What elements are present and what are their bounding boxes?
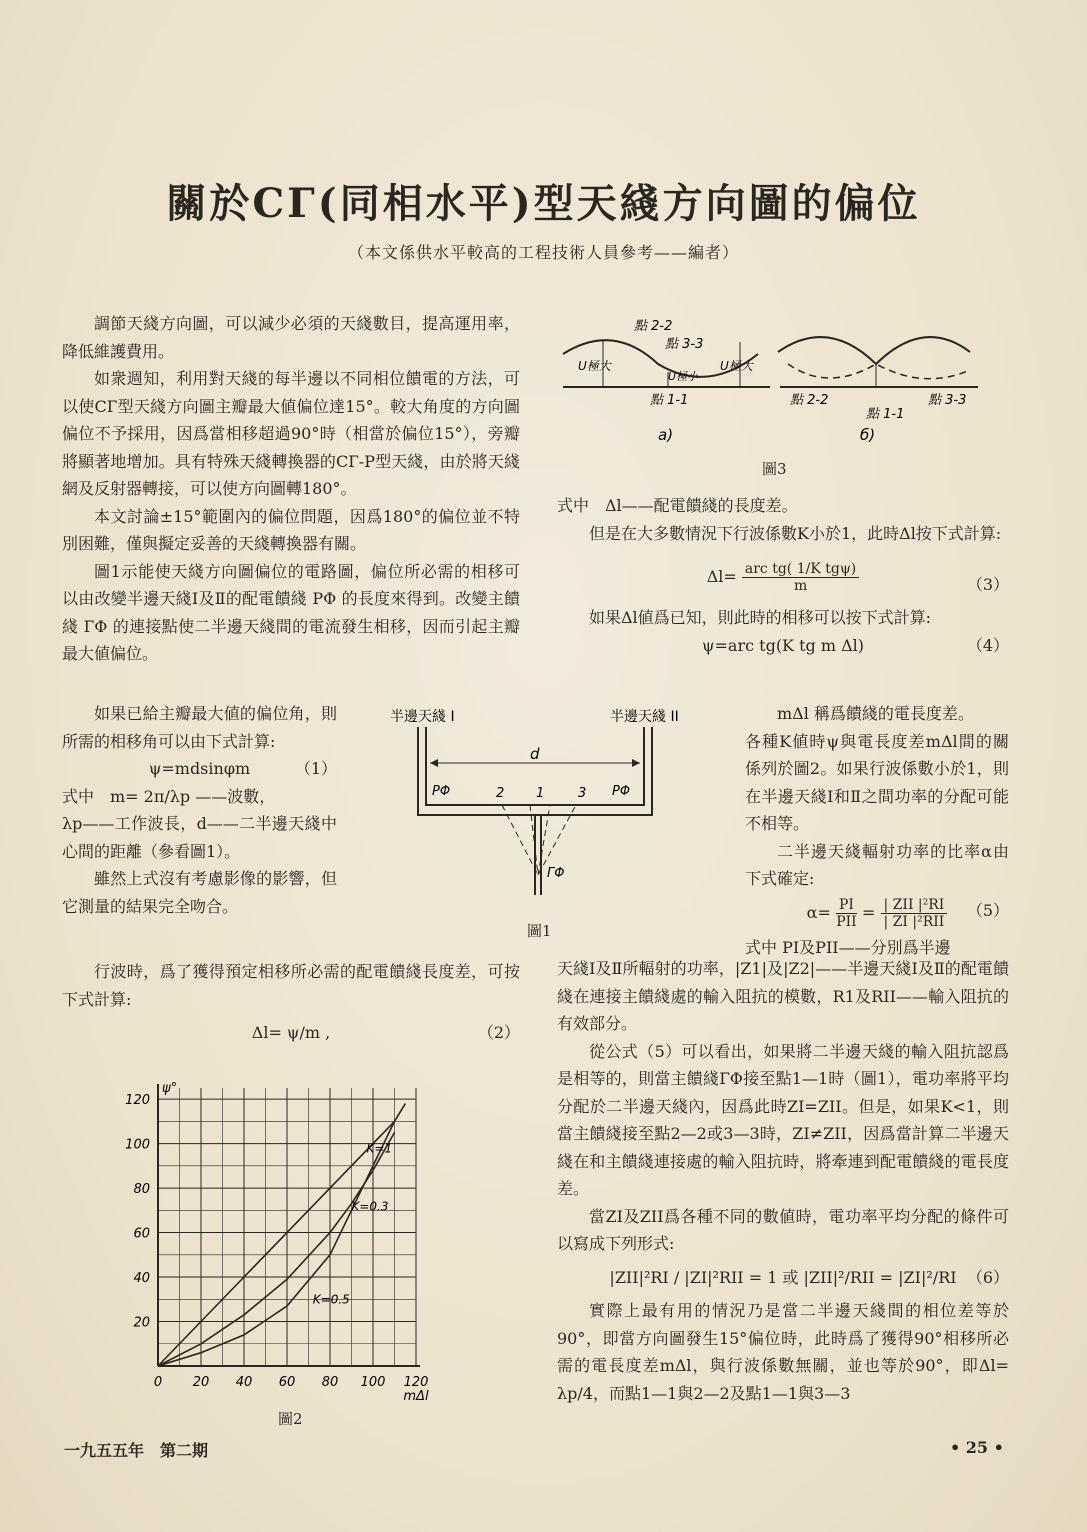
fig1-n1: 1 <box>536 786 545 801</box>
footer-page-number: • 25 • <box>950 1438 1004 1457</box>
paragraph: 式中 m= 2π/λp ——波數， <box>62 786 276 806</box>
fig3b-wave <box>778 337 970 364</box>
equation-1: ψ=mdsinφm （1） <box>62 755 337 783</box>
fig3-pt22b: 點 2-2 <box>790 393 829 408</box>
fig1-n3: 3 <box>578 786 587 801</box>
equation-5: α= $\frac{PI}{\text{PII}}$ = $\frac{\text{| ZII |²RI}}{\text{| ZI |²RII}}$ （5） <box>806 896 1009 930</box>
x-tick-label: 40 <box>235 1375 253 1390</box>
fig1-label-left: 半邊天綫 I <box>390 709 455 725</box>
fig3-umax2: U極大 <box>720 359 753 373</box>
paragraph: 式中 Δl——配電饋綫的長度差。 <box>557 496 798 515</box>
equation-number: （4） <box>966 635 1009 655</box>
y-tick-label: 60 <box>133 1226 150 1242</box>
fig3-pt22a: 點 2-2 <box>634 319 673 334</box>
figure-2-chart <box>110 1078 440 1408</box>
paragraph: 圖1示能使天綫方向圖偏位的電路圖，偏位所必需的相移可以由改變半邊天綫Ⅰ及Ⅱ的配電饋綫 PΦ 的長度來得到。改變主饋綫 ГΦ 的連接點使二半邊天綫間的電流發生相移，因而引起主瓣最大値偏位。 <box>62 561 520 663</box>
right-narrow-column <box>745 700 1009 961</box>
paragraph: 天綫Ⅰ及Ⅱ所輻射的功率，|Z1|及|Z2|——半邊天綫Ⅰ及Ⅱ的配電饋綫在連接主饋綫處的輸入阻抗的模數，R1及RII——輸入阻抗的有效部分。 <box>557 959 1009 1033</box>
paragraph: 行波時，爲了獲得預定相移所必需的配電饋綫長度差，可按下式計算: <box>62 962 520 1009</box>
fig3-pt33a: 點 3-3 <box>665 337 704 352</box>
equation-4: ψ=arc tg(K tg m Δl) （4） <box>557 632 1009 660</box>
equation-number: （1） <box>294 759 337 778</box>
x-tick-label: 20 <box>192 1375 210 1390</box>
equation-number: （3） <box>966 575 1009 594</box>
series-line-K-0-5 <box>158 1133 395 1367</box>
curve-label: K=0.5 <box>312 1292 350 1307</box>
fig1-gphi: ГΦ <box>547 866 565 881</box>
y-tick-label: 120 <box>125 1093 150 1109</box>
fig1-d: d <box>530 745 540 763</box>
curve-label: K=0.3 <box>351 1199 389 1214</box>
fig3-pt33b: 點 3-3 <box>928 393 967 408</box>
paragraph: 實際上最有用的情況乃是當二半邊天綫間的相位差等於90°，即當方向圖發生15°偏位時，此時爲了獲得90°相移所必需的電長度差mΔl，與行波係數無關，並也等於90°，即Δl= λp/4，而點1—1與2—2及點1—1與3—3 <box>557 1301 1009 1403</box>
fig1-rphi-left: PΦ <box>432 784 451 799</box>
x-tick-label: 0 <box>153 1375 163 1390</box>
paragraph: 雖然上式沒有考慮影像的影響，但它測量的結果完全吻合。 <box>62 869 337 916</box>
paragraph: 從公式（5）可以看出，如果將二半邊天綫的輸入阻抗認爲是相等的，則當主饋綫ГΦ接至點1—1時（圖1），電功率將平均分配於二半邊天綫內，因爲此時ZI=ZII。但是，如果K<1，則當主饋綫接至點2—2或3—3時，ZI≠ZII，因爲當計算二半邊天綫在和主饋綫連接處的輸入阻抗時，將牽連到配電饋綫的電長度差。 <box>557 1041 1009 1198</box>
paragraph: λp——工作波長，d——二半邊天綫中心間的距離（參看圖1）。 <box>62 814 337 861</box>
paragraph: 式中 PI及PII——分別爲半邊 <box>745 937 951 957</box>
fig3-caption: 圖3 <box>762 460 787 478</box>
fig3-pt11b: 點 1-1 <box>866 407 905 422</box>
y-tick-label: 40 <box>133 1271 150 1287</box>
equation-6: |ZII|²RI / |ZI|²RII = 1 或 |ZII|²/RII = |ZI|²/RI （6） <box>557 1264 1009 1292</box>
paragraph: 各種K値時ψ與電長度差mΔl間的關係列於圖2。如果行波係數小於1，則在半邊天綫Ⅰ和Ⅱ之間功率的分配可能不相等。 <box>745 731 1009 833</box>
fig1-label-right: 半邊天綫 II <box>610 709 679 725</box>
right-full-column <box>557 955 1009 1407</box>
y-tick-label: 20 <box>133 1315 150 1331</box>
fig3-pt11a: 點 1-1 <box>650 393 689 408</box>
series-line-K-1 <box>158 1121 395 1366</box>
fig3-b: б) <box>860 426 876 444</box>
x-tick-label: 60 <box>278 1375 296 1390</box>
fig3-a: a) <box>658 426 674 444</box>
equation-3: Δl= $\frac{\text{arc tg( 1/K tgψ)}}{m}$ （3） <box>557 561 1009 594</box>
paragraph: 如果已給主瓣最大値的偏位角，則所需的相移角可以由下式計算: <box>62 704 337 751</box>
x-axis-label: mΔl <box>403 1389 429 1404</box>
page-title: 關於CГ(同相水平)型天綫方向圖的偏位 <box>166 180 921 227</box>
y-axis-label: ψ° <box>162 1081 178 1096</box>
right-column <box>557 492 1009 659</box>
paragraph: 如果Δl値爲已知，則此時的相移可以按下式計算: <box>589 608 932 627</box>
x-tick-label: 100 <box>360 1375 386 1390</box>
fig1-rphi-right: PΦ <box>612 784 631 799</box>
subtitle: （本文係供水平較高的工程技術人員參考——編者） <box>347 243 739 262</box>
paragraph: 當ZI及ZII爲各種不同的數値時，電功率平均分配的條件可以寫成下列形式: <box>557 1206 1009 1253</box>
paragraph: 如衆週知，利用對天綫的每半邊以不同相位饋電的方法，可以使CГ型天綫方向圖主瓣最大値偏位達15°。較大角度的方向圖偏位不予採用，因爲當相移超過90°時（相當於偏位15°），旁瓣將顯著地增加。具有特殊天綫轉換器的CГ-P型天綫，由於將天綫網及反射器轉接，可以使方向圖轉180°。 <box>62 369 520 498</box>
equation-number: （6） <box>966 1267 1009 1287</box>
equation-number: （2） <box>477 1023 520 1042</box>
paragraph: mΔl 稱爲饋綫的電長度差。 <box>777 704 974 723</box>
fig3-umin: U極小 <box>668 370 699 383</box>
equation-number: （5） <box>966 900 1009 920</box>
paragraph: 本文討論±15°範圍內的偏位問題，因爲180°的偏位並不特別困難，僅與擬定妥善的天綫轉換器有關。 <box>62 506 520 553</box>
paragraph: 但是在大多數情況下行波係數K小於1，此時Δl按下式計算: <box>589 523 1002 543</box>
left-full-column <box>62 958 520 1047</box>
figure-1 <box>390 705 680 925</box>
y-tick-label: 100 <box>125 1137 150 1153</box>
paragraph: 調節天綫方向圖，可以減少必須的天綫數目，提高運用率，降低維護費用。 <box>62 314 520 361</box>
equation-2: Δl= ψ/m , （2） <box>62 1019 520 1047</box>
paragraph: 二半邊天綫輻射功率的比率α由下式確定: <box>745 841 1009 888</box>
left-narrow-column <box>62 700 337 920</box>
fig1-n2: 2 <box>496 786 505 801</box>
fig1-caption: 圖1 <box>527 922 552 940</box>
fig2-caption: 圖2 <box>278 1410 303 1428</box>
fig3-umax1: U極大 <box>578 359 611 373</box>
left-column <box>62 310 520 668</box>
footer-issue: 一九五五年 第二期 <box>64 1441 209 1460</box>
curve-label: K=1 <box>366 1141 393 1156</box>
x-tick-label: 120 <box>403 1375 429 1390</box>
y-tick-label: 80 <box>133 1182 150 1198</box>
figure-3 <box>558 312 998 447</box>
x-tick-label: 80 <box>321 1375 339 1390</box>
